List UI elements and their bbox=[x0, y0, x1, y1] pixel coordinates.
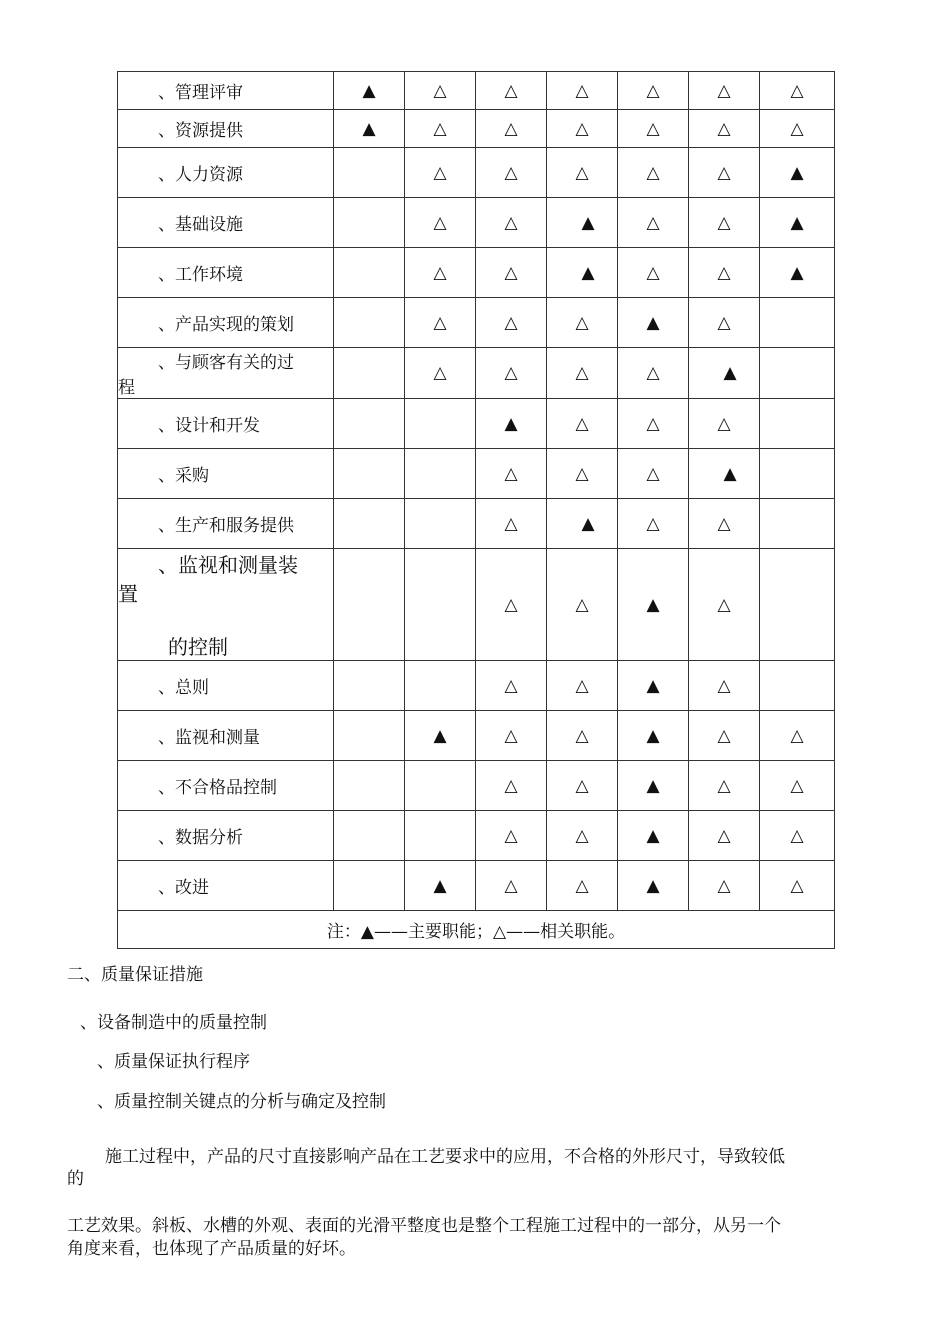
matrix-cell: △ bbox=[476, 449, 547, 499]
matrix-cell: △ bbox=[689, 399, 760, 449]
row-label: 、改进 bbox=[118, 861, 334, 911]
matrix-cell: ▲ bbox=[618, 861, 689, 911]
matrix-cell: △ bbox=[547, 399, 618, 449]
matrix-cell bbox=[760, 449, 835, 499]
matrix-cell: △ bbox=[476, 348, 547, 399]
row-label: 、产品实现的策划 bbox=[118, 298, 334, 348]
table-row bbox=[118, 399, 835, 449]
matrix-cell: ▲ bbox=[689, 449, 760, 499]
matrix-cell bbox=[334, 861, 405, 911]
matrix-cell bbox=[760, 661, 835, 711]
table-row bbox=[118, 148, 835, 198]
matrix-cell: △ bbox=[547, 811, 618, 861]
matrix-cell: △ bbox=[476, 711, 547, 761]
matrix-cell bbox=[334, 399, 405, 449]
matrix-cell: ▲ bbox=[334, 110, 405, 148]
table-row bbox=[118, 72, 835, 110]
matrix-cell bbox=[405, 549, 476, 661]
matrix-cell: ▲ bbox=[547, 499, 618, 549]
matrix-cell: △ bbox=[476, 248, 547, 298]
matrix-cell: ▲ bbox=[618, 549, 689, 661]
matrix-cell: △ bbox=[476, 499, 547, 549]
table-row bbox=[118, 248, 835, 298]
matrix-cell: △ bbox=[689, 761, 760, 811]
matrix-cell: ▲ bbox=[618, 298, 689, 348]
matrix-cell: △ bbox=[689, 549, 760, 661]
matrix-cell: △ bbox=[689, 711, 760, 761]
matrix-cell: △ bbox=[547, 348, 618, 399]
matrix-cell: ▲ bbox=[405, 861, 476, 911]
matrix-cell: △ bbox=[689, 248, 760, 298]
matrix-cell: △ bbox=[547, 711, 618, 761]
matrix-cell bbox=[760, 399, 835, 449]
matrix-cell: △ bbox=[689, 811, 760, 861]
matrix-cell: △ bbox=[405, 248, 476, 298]
matrix-cell: △ bbox=[547, 761, 618, 811]
matrix-cell bbox=[760, 298, 835, 348]
matrix-cell: △ bbox=[405, 298, 476, 348]
matrix-cell: △ bbox=[476, 148, 547, 198]
matrix-cell bbox=[334, 811, 405, 861]
section-heading: 二、质量保证措施 bbox=[67, 965, 203, 985]
matrix-cell: ▲ bbox=[760, 148, 835, 198]
matrix-cell bbox=[334, 198, 405, 248]
matrix-cell: ▲ bbox=[760, 198, 835, 248]
table-row bbox=[118, 499, 835, 549]
matrix-cell: △ bbox=[689, 148, 760, 198]
matrix-cell: △ bbox=[547, 298, 618, 348]
matrix-cell bbox=[405, 399, 476, 449]
paragraph-line: 施工过程中，产品的尺寸直接影响产品在工艺要求中的应用，不合格的外形尺寸，导致较低 bbox=[105, 1147, 785, 1167]
matrix-cell bbox=[405, 761, 476, 811]
row-label: 、监视和测量装 置 的控制 bbox=[118, 549, 334, 661]
matrix-cell bbox=[405, 499, 476, 549]
matrix-cell: △ bbox=[689, 298, 760, 348]
matrix-cell bbox=[334, 761, 405, 811]
matrix-cell: △ bbox=[618, 399, 689, 449]
matrix-cell: △ bbox=[618, 110, 689, 148]
matrix-cell: △ bbox=[405, 198, 476, 248]
subsection-key-points: 、质量控制关键点的分析与确定及控制 bbox=[97, 1092, 386, 1112]
matrix-cell bbox=[334, 148, 405, 198]
matrix-cell: △ bbox=[405, 110, 476, 148]
matrix-cell: ▲ bbox=[334, 72, 405, 110]
table-row bbox=[118, 348, 835, 399]
matrix-cell bbox=[334, 549, 405, 661]
matrix-cell: △ bbox=[760, 110, 835, 148]
matrix-cell: △ bbox=[760, 711, 835, 761]
paragraph-line: 工艺效果。斜板、水槽的外观、表面的光滑平整度也是整个工程施工过程中的一部分，从另一个 bbox=[67, 1216, 781, 1236]
row-label: 、采购 bbox=[118, 449, 334, 499]
matrix-cell bbox=[760, 499, 835, 549]
matrix-cell bbox=[405, 661, 476, 711]
table-row bbox=[118, 661, 835, 711]
matrix-cell: △ bbox=[547, 449, 618, 499]
table-row bbox=[118, 861, 835, 911]
table-note: 注：▲——主要职能；△——相关职能。 bbox=[118, 911, 835, 949]
matrix-cell: △ bbox=[618, 499, 689, 549]
matrix-cell bbox=[334, 348, 405, 399]
matrix-cell: △ bbox=[547, 861, 618, 911]
matrix-cell: ▲ bbox=[618, 811, 689, 861]
row-label: 、基础设施 bbox=[118, 198, 334, 248]
subsection-procedure: 、质量保证执行程序 bbox=[97, 1052, 250, 1072]
matrix-cell: ▲ bbox=[618, 711, 689, 761]
matrix-cell: △ bbox=[547, 72, 618, 110]
matrix-cell: ▲ bbox=[476, 399, 547, 449]
matrix-cell: △ bbox=[405, 72, 476, 110]
table-row bbox=[118, 449, 835, 499]
table-row bbox=[118, 761, 835, 811]
matrix-cell bbox=[760, 348, 835, 399]
matrix-cell bbox=[760, 549, 835, 661]
matrix-cell: △ bbox=[689, 198, 760, 248]
matrix-cell: △ bbox=[476, 198, 547, 248]
matrix-cell: ▲ bbox=[618, 661, 689, 711]
table-row bbox=[118, 298, 835, 348]
matrix-cell: △ bbox=[618, 72, 689, 110]
matrix-cell: △ bbox=[476, 811, 547, 861]
matrix-cell bbox=[334, 449, 405, 499]
matrix-cell: ▲ bbox=[618, 761, 689, 811]
row-label: 、工作环境 bbox=[118, 248, 334, 298]
table-row bbox=[118, 811, 835, 861]
matrix-cell: △ bbox=[476, 72, 547, 110]
paragraph-line: 的 bbox=[67, 1169, 84, 1189]
matrix-cell: △ bbox=[476, 549, 547, 661]
matrix-cell: △ bbox=[618, 198, 689, 248]
row-label: 、设计和开发 bbox=[118, 399, 334, 449]
paragraph-line: 角度来看，也体现了产品质量的好坏。 bbox=[67, 1239, 356, 1259]
matrix-cell: △ bbox=[547, 661, 618, 711]
matrix-cell bbox=[405, 449, 476, 499]
matrix-cell: △ bbox=[760, 72, 835, 110]
matrix-cell: △ bbox=[547, 110, 618, 148]
row-label: 、与顾客有关的过 程 bbox=[118, 348, 334, 399]
matrix-cell: △ bbox=[689, 499, 760, 549]
row-label: 、监视和测量 bbox=[118, 711, 334, 761]
matrix-cell: △ bbox=[547, 549, 618, 661]
matrix-cell bbox=[334, 298, 405, 348]
matrix-cell: △ bbox=[476, 110, 547, 148]
matrix-cell: △ bbox=[689, 72, 760, 110]
matrix-cell bbox=[334, 248, 405, 298]
table-row bbox=[118, 110, 835, 148]
matrix-cell bbox=[405, 811, 476, 861]
matrix-cell: ▲ bbox=[547, 198, 618, 248]
matrix-cell: ▲ bbox=[689, 348, 760, 399]
matrix-cell: △ bbox=[618, 148, 689, 198]
table-row bbox=[118, 549, 835, 661]
table-note-row bbox=[118, 911, 835, 949]
subsection-equipment-quality: 、设备制造中的质量控制 bbox=[80, 1013, 267, 1033]
matrix-cell: △ bbox=[476, 298, 547, 348]
matrix-cell: ▲ bbox=[547, 248, 618, 298]
matrix-cell bbox=[334, 499, 405, 549]
matrix-cell: △ bbox=[547, 148, 618, 198]
matrix-cell: ▲ bbox=[405, 711, 476, 761]
matrix-cell: ▲ bbox=[760, 248, 835, 298]
matrix-cell: △ bbox=[405, 348, 476, 399]
matrix-cell: △ bbox=[689, 861, 760, 911]
matrix-cell: △ bbox=[760, 861, 835, 911]
matrix-cell: △ bbox=[689, 661, 760, 711]
row-label: 、生产和服务提供 bbox=[118, 499, 334, 549]
row-label: 、人力资源 bbox=[118, 148, 334, 198]
row-label: 、资源提供 bbox=[118, 110, 334, 148]
table-row bbox=[118, 198, 835, 248]
matrix-cell: △ bbox=[476, 661, 547, 711]
matrix-cell: △ bbox=[476, 761, 547, 811]
row-label: 、不合格品控制 bbox=[118, 761, 334, 811]
matrix-cell: △ bbox=[405, 148, 476, 198]
row-label: 、总则 bbox=[118, 661, 334, 711]
matrix-cell bbox=[334, 711, 405, 761]
row-label: 、管理评审 bbox=[118, 72, 334, 110]
matrix-cell bbox=[334, 661, 405, 711]
row-label: 、数据分析 bbox=[118, 811, 334, 861]
table-row bbox=[118, 711, 835, 761]
matrix-cell: △ bbox=[760, 811, 835, 861]
matrix-cell: △ bbox=[760, 761, 835, 811]
responsibility-matrix-table bbox=[117, 71, 835, 949]
matrix-cell: △ bbox=[618, 348, 689, 399]
matrix-cell: △ bbox=[618, 449, 689, 499]
matrix-cell: △ bbox=[476, 861, 547, 911]
matrix-cell: △ bbox=[689, 110, 760, 148]
matrix-cell: △ bbox=[618, 248, 689, 298]
